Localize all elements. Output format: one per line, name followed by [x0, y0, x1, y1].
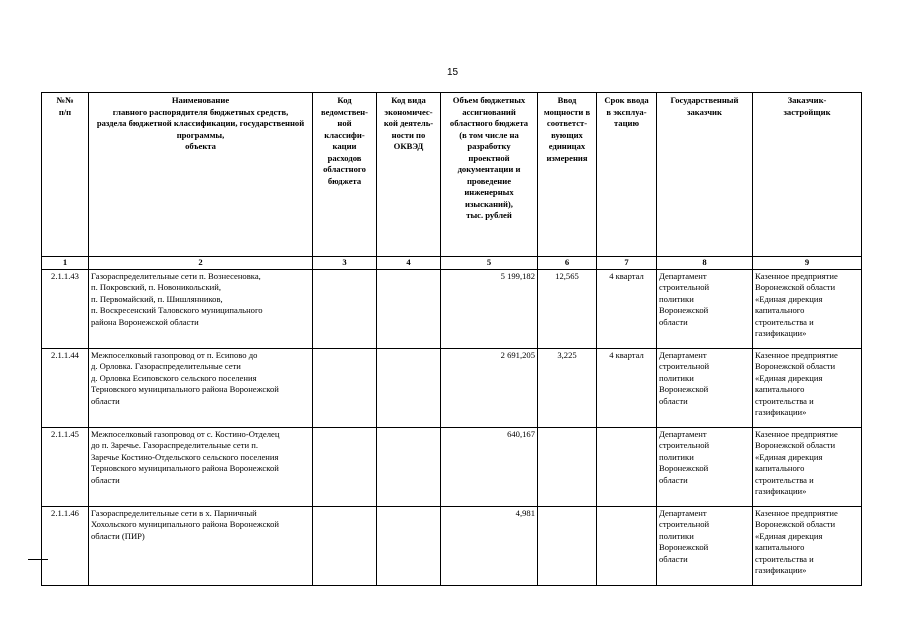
table-row	[42, 506, 862, 585]
state-customer: Департамент строительной политики Воронежской области	[657, 427, 753, 506]
dept-code	[313, 506, 377, 585]
dept-code	[313, 269, 377, 348]
column-number: 8	[657, 257, 753, 270]
capacity: 3,225	[538, 348, 597, 427]
object-name: Межпоселковый газопровод от с. Костино-Отделец до п. Заречье. Газораспределительные сети п. Заречье Костино-Отдельского сельского поселения Терновского муниципального района Воронежской области	[89, 427, 313, 506]
column-number: 6	[538, 257, 597, 270]
capacity: 12,565	[538, 269, 597, 348]
okved-code	[377, 427, 441, 506]
header-okved: Код вида экономичес- кой деятель- ности по ОКВЭД	[377, 93, 441, 257]
table-row	[42, 427, 862, 506]
budget-amount: 640,167	[441, 427, 538, 506]
header-dept-code: Код ведомствен- ной классифи- кации расходов областного бюджета	[313, 93, 377, 257]
column-number: 1	[42, 257, 89, 270]
row-number: 2.1.1.43	[42, 269, 89, 348]
header-developer: Заказчик- застройщик	[753, 93, 862, 257]
column-number: 5	[441, 257, 538, 270]
header-amount: Объем бюджетных ассигнований областного бюджета (в том числе на разработку проектной документации и проведение инженерных изысканий), тыс. рублей	[441, 93, 538, 257]
column-number: 2	[89, 257, 313, 270]
row-number: 2.1.1.44	[42, 348, 89, 427]
okved-code	[377, 348, 441, 427]
developer: Казенное предприятие Воронежской области «Единая дирекция капитального строительства и газификации»	[753, 269, 862, 348]
state-customer: Департамент строительной политики Воронежской области	[657, 506, 753, 585]
header-name: Наименование главного распорядителя бюджетных средств, раздела бюджетной классификации, государственной программы, объекта	[89, 93, 313, 257]
object-name: Межпоселковый газопровод от п. Есипово до д. Орловка. Газораспределительные сети д. Орловка Есиповского сельского поселения Терновского муниципального района Воронежской области	[89, 348, 313, 427]
column-number: 7	[597, 257, 657, 270]
commissioning-term	[597, 427, 657, 506]
budget-table	[41, 92, 862, 586]
developer: Казенное предприятие Воронежской области «Единая дирекция капитального строительства и газификации»	[753, 506, 862, 585]
column-number: 9	[753, 257, 862, 270]
object-name: Газораспределительные сети п. Вознесеновка, п. Покровский, п. Новоникольский, п. Первомайский, п. Шишлянников, п. Воскресенский Таловского муниципального района Воронежской области	[89, 269, 313, 348]
row-number: 2.1.1.45	[42, 427, 89, 506]
budget-amount: 2 691,205	[441, 348, 538, 427]
dept-code	[313, 427, 377, 506]
page-number: 15	[446, 67, 459, 78]
state-customer: Департамент строительной политики Воронежской области	[657, 348, 753, 427]
header-term: Срок ввода в эксплуа- тацию	[597, 93, 657, 257]
table-row	[42, 348, 862, 427]
capacity	[538, 506, 597, 585]
developer: Казенное предприятие Воронежской области «Единая дирекция капитального строительства и газификации»	[753, 427, 862, 506]
dept-code	[313, 348, 377, 427]
okved-code	[377, 506, 441, 585]
header-capacity: Ввод мощности в соответст- вующих единицах измерения	[538, 93, 597, 257]
commissioning-term	[597, 506, 657, 585]
capacity	[538, 427, 597, 506]
okved-code	[377, 269, 441, 348]
state-customer: Департамент строительной политики Воронежской области	[657, 269, 753, 348]
budget-amount: 4,981	[441, 506, 538, 585]
column-number: 3	[313, 257, 377, 270]
header-number: №№ п/п	[42, 93, 89, 257]
column-number: 4	[377, 257, 441, 270]
budget-amount: 5 199,182	[441, 269, 538, 348]
commissioning-term: 4 квартал	[597, 269, 657, 348]
object-name: Газораспределительные сети в х. Парничный Хохольского муниципального района Воронежской области (ПИР)	[89, 506, 313, 585]
commissioning-term: 4 квартал	[597, 348, 657, 427]
table-row	[42, 269, 862, 348]
header-customer: Государственный заказчик	[657, 93, 753, 257]
row-number: 2.1.1.46	[42, 506, 89, 585]
column-number-row	[42, 257, 862, 270]
developer: Казенное предприятие Воронежской области «Единая дирекция капитального строительства и газификации»	[753, 348, 862, 427]
header-row	[42, 93, 862, 257]
